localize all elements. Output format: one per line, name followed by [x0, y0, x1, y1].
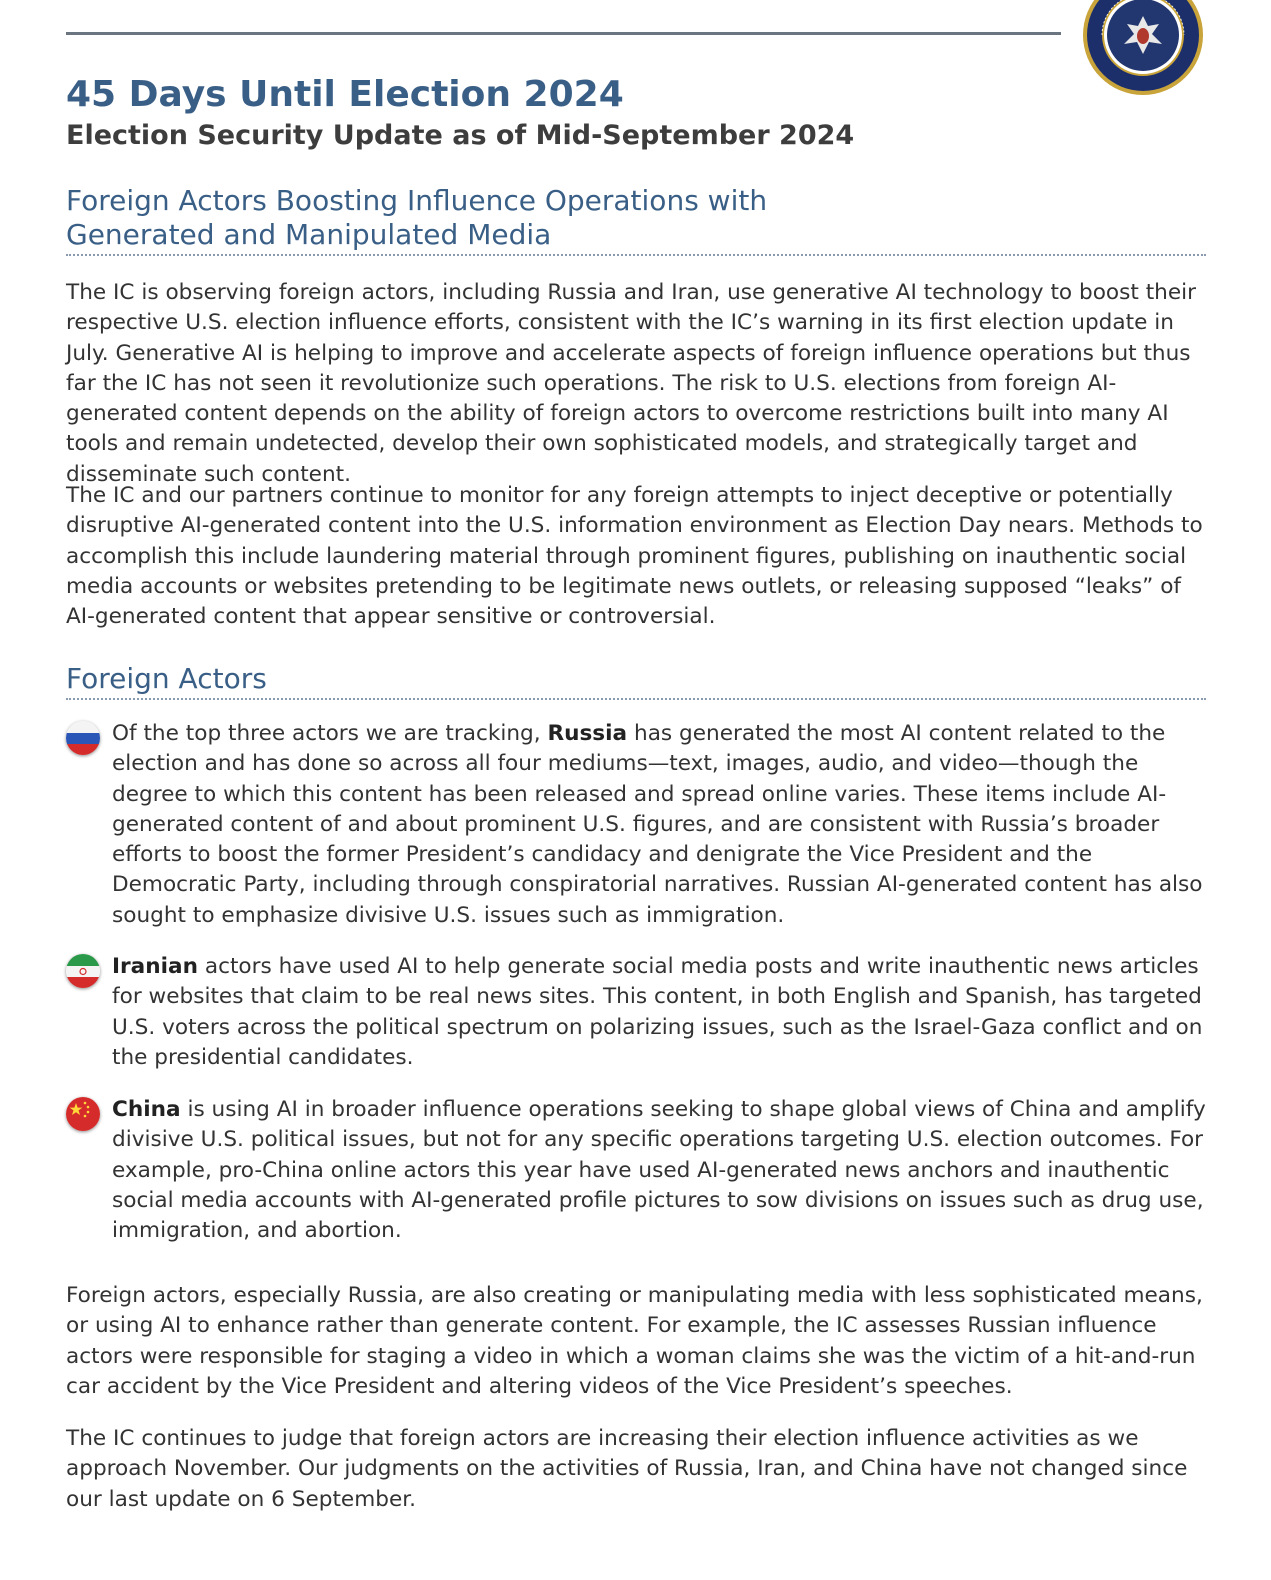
section-title-line-1: Foreign Actors Boosting Influence Operations with: [66, 184, 768, 217]
actor-text: Iranian actors have used AI to help generate social media posts and write inauthentic news articles for websites that claim to be real news sites. This content, in both English and Spanish, has targeted U.S. voters across the political spectrum on polarizing issues, such as the Israel-Gaza conflict and on the presidential candidates.: [112, 954, 1203, 1070]
actor-name: China: [112, 1097, 181, 1122]
section-title-foreign-actors: Foreign Actors: [66, 662, 267, 695]
russia-flag-icon: [66, 721, 100, 755]
section-divider: [66, 698, 1206, 700]
top-rule: [66, 32, 1061, 35]
page-title: 45 Days Until Election 2024: [66, 74, 624, 115]
paragraph: The IC and our partners continue to monitor for any foreign attempts to inject deceptive or potentially disruptive AI-generated content into the U.S. information environment as Election Day nears. Methods to accomplish this include laundering material through prominent figures, publishing on inauthentic social media accounts or websites pretending to be legitimate news outlets, or releasing supposed “leaks” of AI-generated content that appear sensitive or controversial.: [66, 483, 1203, 630]
page-subtitle: Election Security Update as of Mid-September 2024: [66, 120, 855, 151]
section-divider: [66, 254, 1206, 256]
actor-item-china: [66, 1095, 1206, 1246]
actor-item-russia: [66, 719, 1206, 931]
paragraph: The IC is observing foreign actors, including Russia and Iran, use generative AI technology to boost their respective U.S. election influence efforts, consistent with the IC’s warning in its first election update in July. Generative AI is helping to improve and accelerate aspects of foreign influence operations but thus far the IC has not seen it revolutionize such operations. The risk to U.S. elections from foreign AI-generated content depends on the ability of foreign actors to overcome restrictions built into many AI tools and remain undetected, develop their own sophisticated models, and strategically target and disseminate such content.: [66, 280, 1197, 487]
iran-flag-icon: [66, 954, 100, 988]
actor-item-iran: [66, 952, 1206, 1073]
actor-name: Russia: [547, 721, 628, 746]
paragraph: The IC continues to judge that foreign actors are increasing their election influence activities as we approach November. Our judgments on the activities of Russia, Iran, and China have not changed since our last update on 6 September.: [66, 1426, 1188, 1512]
odni-seal-icon: [1082, 0, 1204, 96]
paragraph: Foreign actors, especially Russia, are also creating or manipulating media with less sophisticated means, or using AI to enhance rather than generate content. For example, the IC assesses Russian influence actors were responsible for staging a video in which a woman claims she was the victim of a hit-and-run car accident by the Vice President and altering videos of the Vice President’s speeches.: [66, 1283, 1203, 1399]
actor-text: China is using AI in broader influence operations seeking to shape global views of China and amplify divisive U.S. political issues, but not for any specific operations targeting U.S. election outcomes. For example, pro-China online actors this year have used AI-generated news anchors and inauthentic social media accounts with AI-generated profile pictures to sow divisions on issues such as drug use, immigration, and abortion.: [112, 1097, 1206, 1244]
section-title-generated-media: [66, 184, 1206, 252]
actor-name: Iranian: [112, 954, 198, 979]
china-flag-icon: [66, 1097, 100, 1131]
actor-text: Of the top three actors we are tracking, Russia has generated the most AI content related to the election and has done so across all four mediums—text, images, audio, and video—though the degree to which this content has been released and spread online varies. These items include AI-generated content of and about prominent U.S. figures, and are consistent with Russia’s broader efforts to boost the former President’s candidacy and denigrate the Vice President and the Democratic Party, including through conspiratorial narratives. Russian AI-generated content has also sought to emphasize divisive U.S. issues such as immigration.: [112, 721, 1203, 928]
section-title-line-2: Generated and Manipulated Media: [66, 218, 552, 251]
